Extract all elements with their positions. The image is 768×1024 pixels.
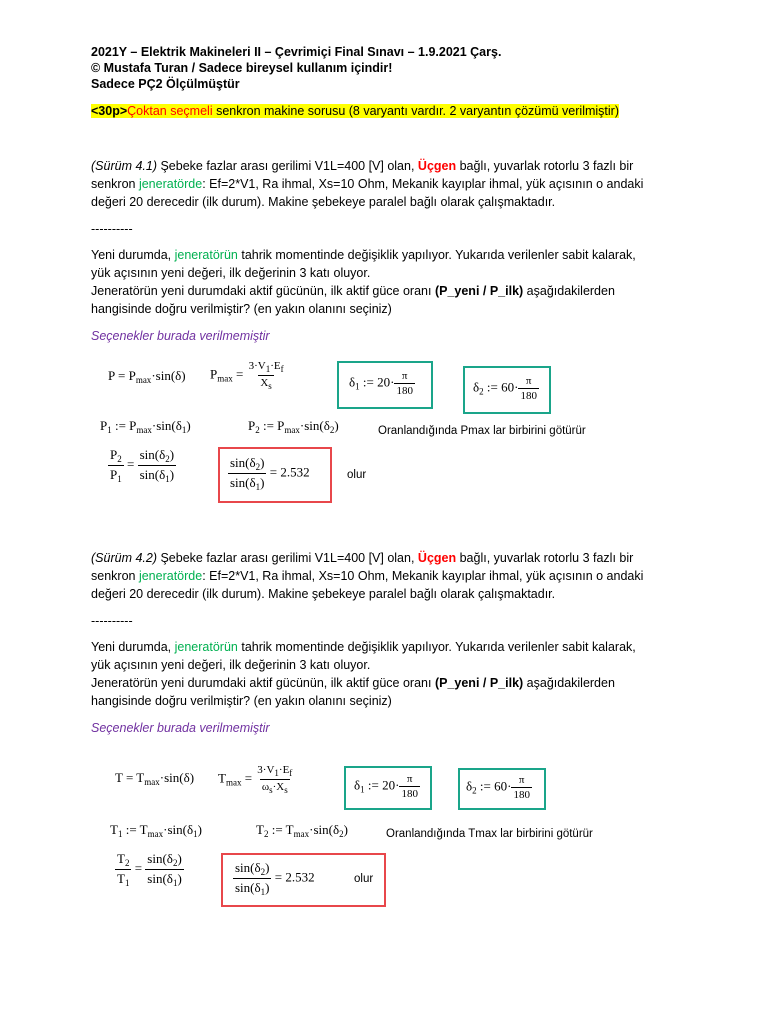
- text-line: yük açısının yeni değeri, ilk değerinin 3 katı oluyor.: [91, 266, 371, 280]
- pi-symbol: π: [406, 773, 413, 785]
- formula-t1: $T_1$ := $T_{max}\cdot\sin(\delta_1)$: [110, 822, 202, 839]
- ucgen-word: Üçgen: [417, 159, 457, 173]
- version-4-1-question: [91, 246, 691, 318]
- formula-pmax: $P_{max}$ = $\frac{3\cdot V_1\cdot E_f}{X_s}$: [210, 360, 284, 391]
- text-run: Yeni durumda,: [91, 248, 175, 262]
- text-line: değeri 20 derecedir (ilk durum). Makine şebekeye paralel bağlı olarak çalışmaktadır.: [91, 195, 556, 209]
- formula-ratio: $\frac{T_2}{T_1}$ = $\frac{\sin(\delta_2)}{\sin(\delta_1)}$: [117, 851, 182, 888]
- text-run: Şebeke fazlar arası gerilimi V1L=400 [V] olan,: [157, 159, 418, 173]
- version-4-2-question: [91, 638, 691, 710]
- text-run: : Ef=2*V1, Ra ihmal, Xs=10 Ohm, Mekanik kayıplar ihmal, yük açısının o andaki: [202, 177, 644, 191]
- options-note: Seçenekler burada verilmemiştir: [91, 329, 270, 343]
- generator-word: jeneratörde: [138, 177, 203, 191]
- formula-tmax: $T_{max}$ = $\frac{3\cdot V_1\cdot E_f}{\omega_s\cdot X_s}$: [218, 764, 293, 795]
- separator: ----------: [91, 222, 133, 236]
- delta2-value: 60: [501, 379, 515, 395]
- text-line: hangisinde doğru verilmiştir? (en yakın olanını seçiniz): [91, 694, 392, 708]
- text-run: bağlı, yuvarlak rotorlu 3 fazlı bir: [456, 551, 634, 565]
- text-run: Jeneratörün yeni durumdaki aktif gücünün, ilk aktif güce oranı: [91, 676, 435, 690]
- result-value: = 2.532: [274, 869, 315, 885]
- version-4-2-text: [91, 549, 691, 603]
- result-box: $\frac{\sin(\delta_2)}{\sin(\delta_1)}$ = 2.532: [218, 447, 332, 503]
- formula-ratio: $\frac{P_2}{P_1}$ = $\frac{\sin(\delta_2)}{\sin(\delta_1)}$: [110, 447, 175, 484]
- deg-value: 180: [401, 788, 418, 800]
- delta1-value: 20: [377, 374, 391, 390]
- delta2-box: $\delta_2$ := 60· $\frac{\pi}{180}$: [463, 366, 551, 414]
- text-run: tahrik momentinde değişiklik yapılıyor. Yukarıda verilenler sabit kalarak,: [237, 248, 636, 262]
- ratio-label: (P_yeni / P_ilk): [434, 284, 524, 298]
- question-desc: senkron makine sorusu (8 varyantı vardır. 2 varyantın çözümü verilmiştir): [212, 104, 619, 118]
- version-tag: (Sürüm 4.1): [91, 159, 157, 173]
- result-box: $\frac{\sin(\delta_2)}{\sin(\delta_1)}$ = 2.532: [221, 853, 386, 907]
- delta1-box: $\delta_1$ := 20· $\frac{\pi}{180}$: [337, 361, 433, 409]
- formula-t2: $T_2$ := $T_{max}\cdot\sin(\delta_2)$: [256, 822, 348, 839]
- generator-word: jeneratörde: [138, 569, 203, 583]
- formula-t: $T = T_{max}\cdot\sin(\delta)$: [115, 770, 195, 787]
- text-run: : Ef=2*V1, Ra ihmal, Xs=10 Ohm, Mekanik kayıplar ihmal, yük açısının o andaki: [202, 569, 644, 583]
- text-run: senkron: [91, 569, 139, 583]
- cancel-note: Oranlandığında Tmax lar birbirini götürür: [386, 828, 593, 840]
- text-run: Yeni durumda,: [91, 640, 175, 654]
- olur-label: olur: [347, 469, 367, 481]
- version-4-1-text: [91, 157, 691, 211]
- ucgen-word: Üçgen: [417, 551, 457, 565]
- generator-word: jeneratörün: [174, 248, 238, 262]
- header-line-2: © Mustafa Turan / Sadece bireysel kullanım içindir!: [91, 61, 393, 75]
- olur-label: olur: [354, 873, 374, 885]
- text-run: senkron: [91, 177, 139, 191]
- points-label: <30p>: [91, 104, 128, 118]
- pi-symbol: π: [525, 375, 532, 387]
- deg-value: 180: [520, 390, 537, 402]
- text-run: tahrik momentinde değişiklik yapılıyor. Yukarıda verilenler sabit kalarak,: [237, 640, 636, 654]
- options-note: Seçenekler burada verilmemiştir: [91, 721, 270, 735]
- pi-symbol: π: [518, 774, 525, 786]
- version-tag: (Sürüm 4.2): [91, 551, 157, 565]
- ratio-label: (P_yeni / P_ilk): [434, 676, 524, 690]
- text-run: Jeneratörün yeni durumdaki aktif gücünün, ilk aktif güce oranı: [91, 284, 435, 298]
- question-banner: [91, 102, 619, 120]
- text-line: hangisinde doğru verilmiştir? (en yakın olanını seçiniz): [91, 302, 392, 316]
- formula-p: $P = P_{max}\cdot\sin(\delta)$: [108, 368, 186, 385]
- formula-p1: $P_1$ := $P_{max}\cdot\sin(\delta_1)$: [100, 418, 191, 435]
- pi-symbol: π: [401, 370, 408, 382]
- cancel-note: Oranlandığında Pmax lar birbirini götürür: [378, 425, 586, 437]
- delta1-value: 20: [382, 777, 396, 793]
- text-run: bağlı, yuvarlak rotorlu 3 fazlı bir: [456, 159, 634, 173]
- delta2-box: $\delta_2$ := 60· $\frac{\pi}{180}$: [458, 768, 546, 810]
- result-value: = 2.532: [269, 464, 310, 480]
- text-line: değeri 20 derecedir (ilk durum). Makine şebekeye paralel bağlı olarak çalışmaktadır.: [91, 587, 556, 601]
- text-run: Şebeke fazlar arası gerilimi V1L=400 [V] olan,: [157, 551, 418, 565]
- delta2-value: 60: [494, 778, 508, 794]
- question-type: Çoktan seçmeli: [127, 104, 213, 118]
- text-run: aşağıdakilerden: [523, 676, 615, 690]
- formula-p2: $P_2$ := $P_{max}\cdot\sin(\delta_2)$: [248, 418, 339, 435]
- text-line: yük açısının yeni değeri, ilk değerinin 3 katı oluyor.: [91, 658, 371, 672]
- separator: ----------: [91, 614, 133, 628]
- text-run: aşağıdakilerden: [523, 284, 615, 298]
- header-line-1: 2021Y – Elektrik Makineleri II – Çevrimiçi Final Sınavı – 1.9.2021 Çarş.: [91, 45, 502, 59]
- deg-value: 180: [513, 789, 530, 801]
- delta1-box: $\delta_1$ := 20· $\frac{\pi}{180}$: [344, 766, 432, 810]
- header-line-3: Sadece PÇ2 Ölçülmüştür: [91, 77, 240, 91]
- deg-value: 180: [396, 385, 413, 397]
- generator-word: jeneratörün: [174, 640, 238, 654]
